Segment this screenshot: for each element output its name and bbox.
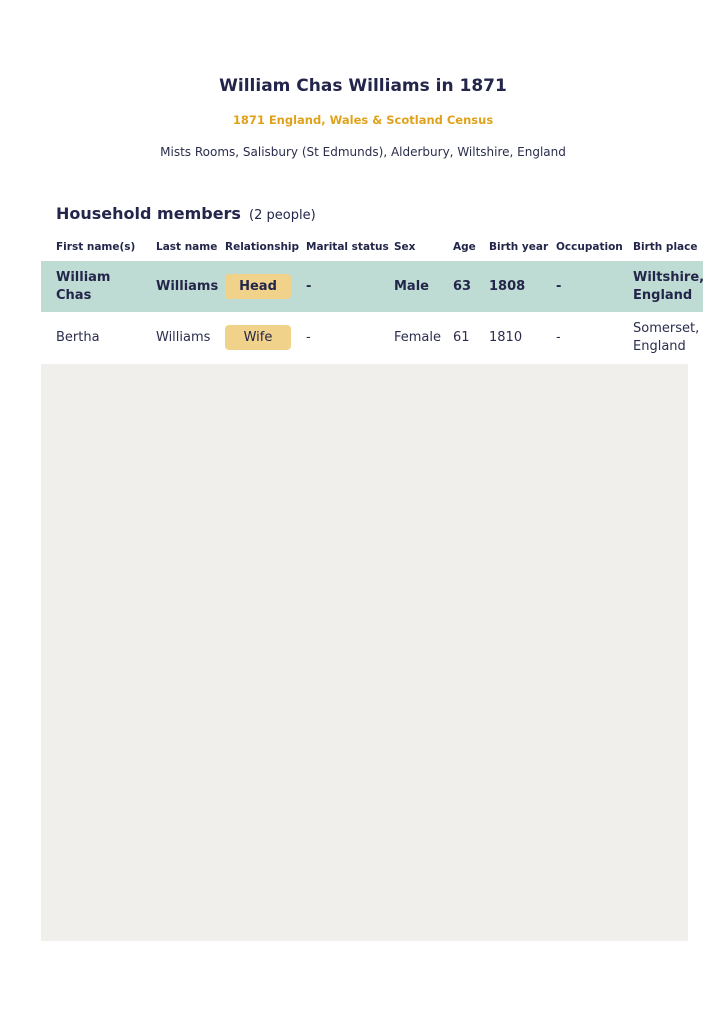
household-count: (2 people) [249,208,316,223]
first-name-line: Bertha [56,329,100,345]
household-panel [41,193,705,941]
birth-place-line: Somerset, [633,320,700,336]
household-heading-text: Household members [56,204,241,223]
household-heading [56,204,316,223]
cell-last-name: Williams [156,261,225,312]
cell-marital-status: - [306,312,394,363]
col-occupation: Occupation [556,241,623,253]
cell-first-name [41,261,156,312]
cell-birth-place [633,312,703,363]
col-relationship: Relationship [225,241,300,253]
record-title: William Chas Williams in 1871 [219,76,507,96]
first-name-line: William [56,269,111,285]
cell-birth-year: 1808 [489,261,556,312]
cell-age: 61 [453,312,489,363]
table-row[interactable] [41,312,703,363]
cell-occupation: - [556,312,633,363]
relationship-badge: Wife [225,325,291,350]
col-sex: Sex [394,241,416,253]
first-name-line: Chas [56,287,92,303]
household-table [41,233,703,363]
col-first-name: First name(s) [56,241,136,253]
col-last-name: Last name [156,241,218,253]
col-birth-place: Birth place [633,241,698,253]
relationship-badge: Head [225,274,291,299]
cell-sex: Female [394,312,453,363]
col-marital-status: Marital status [306,241,389,253]
table-header-row [41,233,703,261]
record-address: Mists Rooms, Salisbury (St Edmunds), Alderbury, Wiltshire, England [160,145,566,159]
birth-place-line: England [633,287,693,303]
col-birth-year: Birth year [489,241,549,253]
table-row[interactable] [41,261,703,312]
birth-place-line: Wiltshire, [633,269,705,285]
cell-marital-status: - [306,261,394,312]
cell-birth-place [633,261,703,312]
birth-place-line: England [633,338,686,354]
cell-relationship [225,261,306,312]
cell-relationship [225,312,306,363]
cell-last-name: Williams [156,312,225,363]
cell-first-name [41,312,156,363]
cell-birth-year: 1810 [489,312,556,363]
household-section [41,193,705,364]
cell-age: 63 [453,261,489,312]
cell-occupation: - [556,261,633,312]
cell-sex: Male [394,261,453,312]
col-age: Age [453,241,476,253]
collection-link[interactable]: 1871 England, Wales & Scotland Census [232,113,494,127]
